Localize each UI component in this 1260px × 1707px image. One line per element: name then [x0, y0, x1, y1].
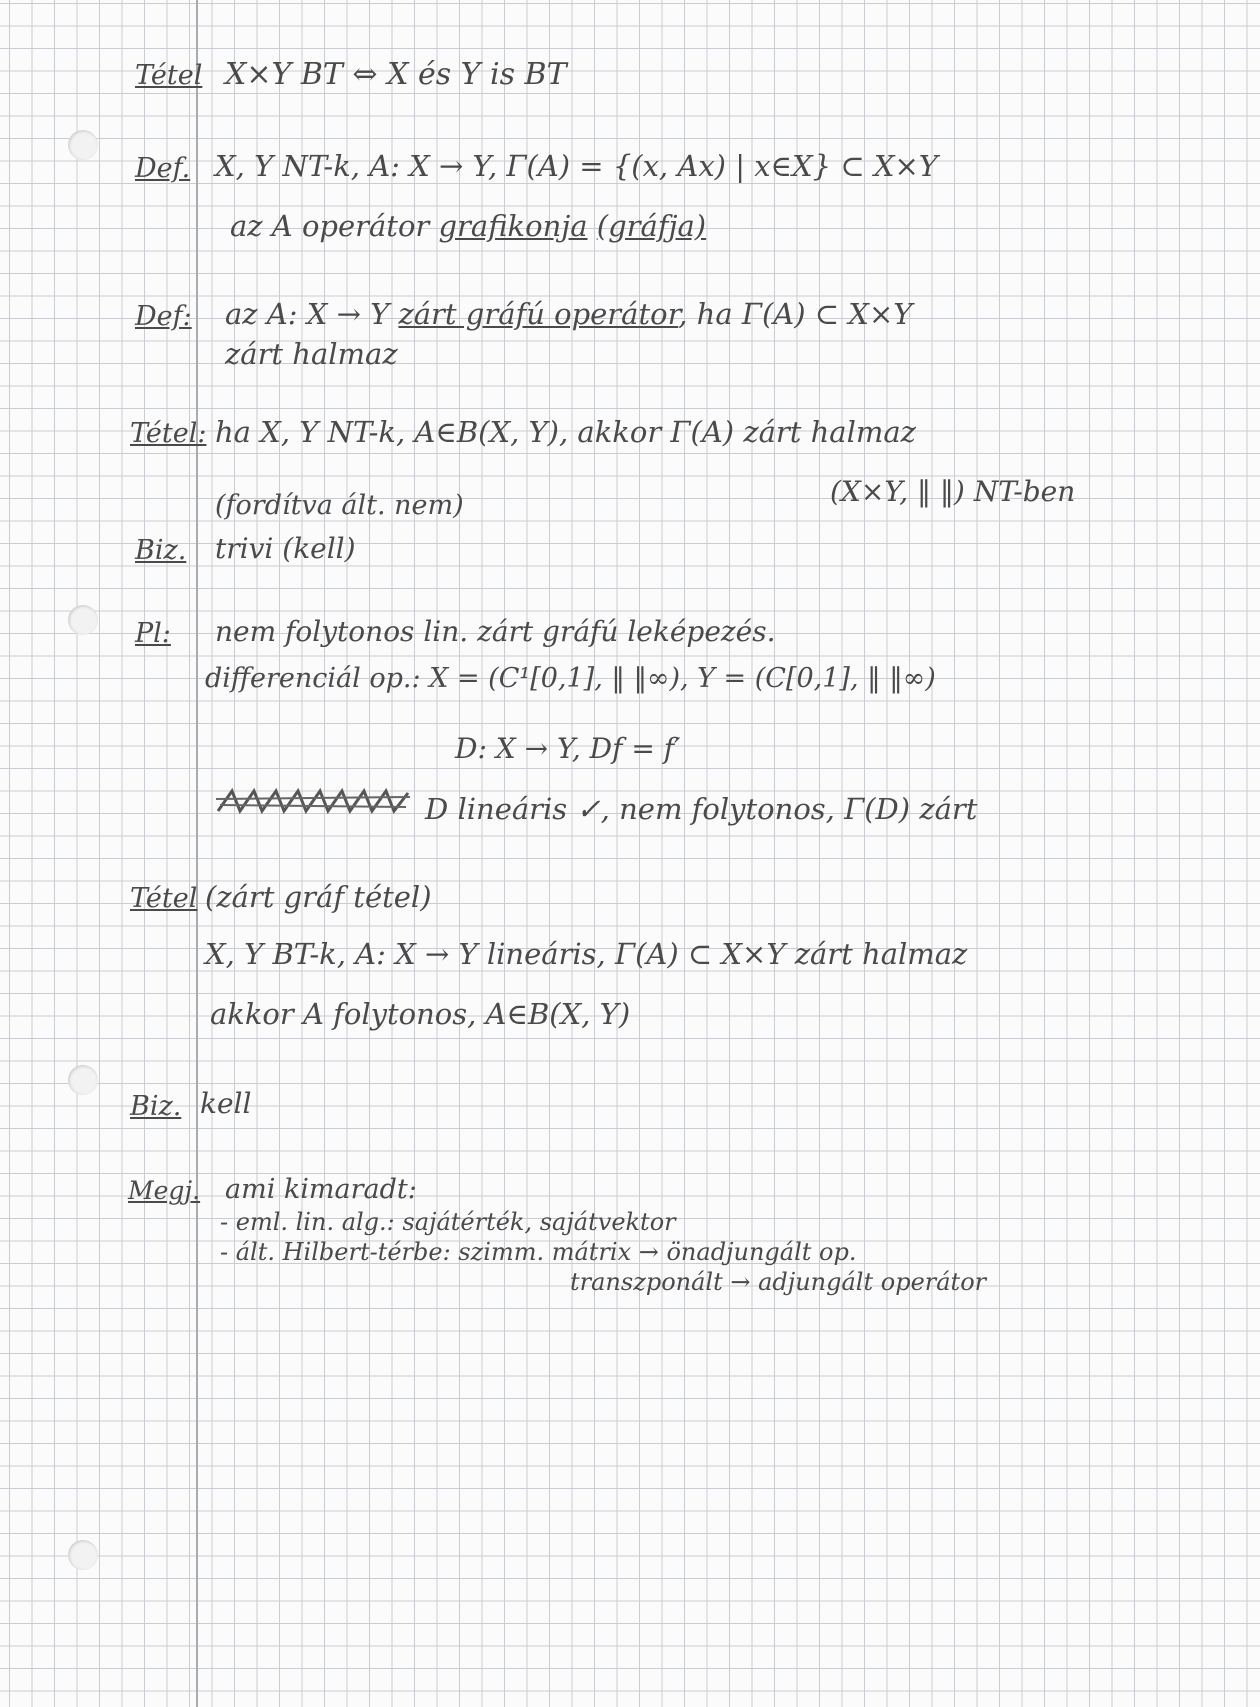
section-label-def: Def:	[135, 301, 192, 332]
section-label-tetel: Tétel:	[130, 418, 207, 449]
theorem-line: (X×Y, ‖ ‖) NT-ben	[830, 475, 1076, 508]
section-label-biz: Biz.	[135, 535, 187, 566]
section-label-biz: Biz.	[130, 1091, 182, 1122]
remark-line: ami kimaradt:	[225, 1174, 417, 1205]
crossed-out-scribble	[214, 785, 414, 817]
proof-line: trivi (kell)	[215, 532, 356, 565]
theorem-line: X, Y BT-k, A: X → Y lineáris, Γ(A) ⊂ X×Y zárt halmaz	[205, 937, 968, 971]
proof-line: kell	[200, 1087, 252, 1120]
theorem-line: akkor A folytonos, A∈B(X, Y)	[210, 997, 631, 1031]
remark-line: - eml. lin. alg.: sajátérték, sajátvektor	[220, 1208, 676, 1236]
example-line: D lineáris ✓, nem folytonos, Γ(D) zárt	[425, 792, 978, 826]
punch-hole	[68, 605, 98, 635]
margin-line	[196, 0, 198, 1707]
theorem-line: ha X, Y NT-k, A∈B(X, Y), akkor Γ(A) zárt halmaz	[215, 415, 916, 449]
section-label-megj: Megj.	[128, 1176, 201, 1205]
example-line: D: X → Y, Df = f′	[455, 732, 681, 765]
punch-hole	[68, 1065, 98, 1095]
remark-line: - ált. Hilbert-térbe: szimm. mátrix → önadjungált op.	[220, 1238, 857, 1266]
punch-hole	[68, 1540, 98, 1570]
section-label-pl: Pl:	[135, 618, 171, 649]
section-label-def: Def.	[135, 153, 191, 184]
section-label-tetel: Tétel	[130, 883, 198, 914]
section-label-tetel: Tétel	[135, 60, 203, 91]
remark-line: transzponált → adjungált operátor	[570, 1268, 987, 1296]
theorem-line: (fordítva ált. nem)	[215, 490, 464, 521]
definition-line: az A operátor grafikonja (gráfja)	[230, 209, 707, 243]
punch-hole	[68, 130, 98, 160]
example-line: differenciál op.: X = (C¹[0,1], ‖ ‖∞), Y = (C[0,1], ‖ ‖∞)	[205, 663, 936, 694]
definition-line: X, Y NT-k, A: X → Y, Γ(A) = {(x, Ax) | x∈X} ⊂ X×Y	[215, 149, 938, 183]
example-line: nem folytonos lin. zárt gráfú leképezés.	[215, 615, 776, 648]
definition-line: zárt halmaz	[225, 337, 398, 371]
theorem-line: X×Y BT ⇔ X és Y is BT	[225, 57, 567, 92]
theorem-line: (zárt gráf tétel)	[205, 880, 432, 914]
definition-line: az A: X → Y zárt gráfú operátor, ha Γ(A) ⊂ X×Y	[225, 297, 913, 331]
